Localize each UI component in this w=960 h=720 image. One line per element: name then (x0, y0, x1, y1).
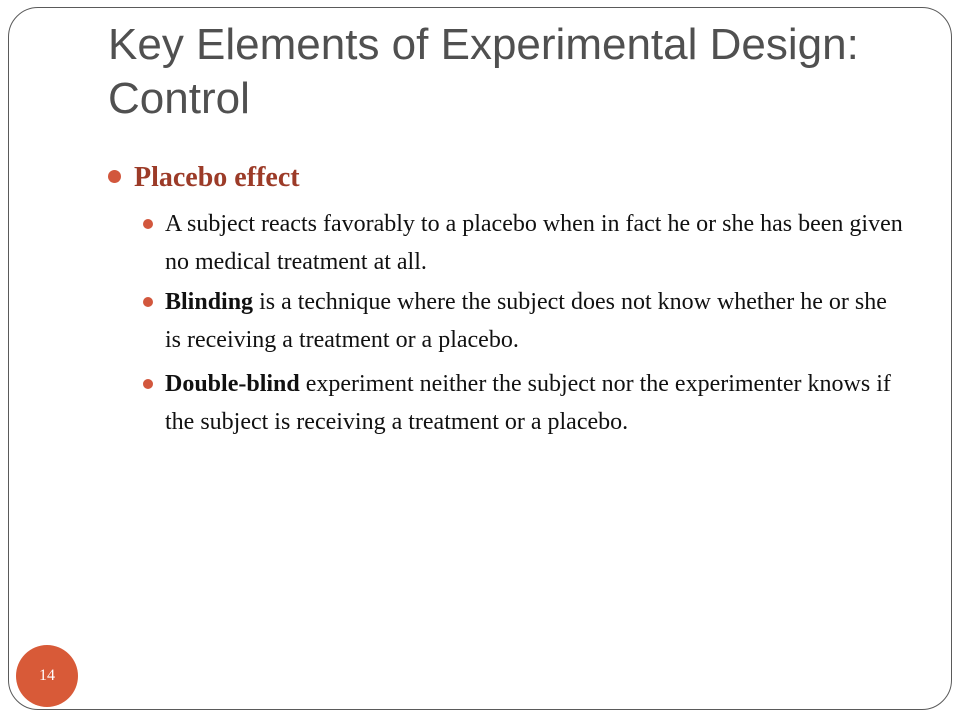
bullet-text: experiment neither the subject nor the experimenter knows if the subject is receiving a treatment or a placebo. (165, 371, 891, 435)
slide-title: Key Elements of Experimental Design: Control (108, 20, 859, 123)
bullet-icon (143, 297, 153, 307)
heading-placebo-effect: Placebo effect (134, 162, 300, 193)
bullet-icon (143, 379, 153, 389)
bullet-icon (143, 219, 153, 229)
bullet-text: A subject reacts favorably to a placebo when in fact he or she has been given no medical treatment at all. (165, 211, 903, 275)
bullet-blinding (165, 283, 905, 359)
page-number-badge: 14 (16, 645, 78, 707)
bullet-placebo-definition (165, 205, 905, 281)
bullet-icon (108, 170, 121, 183)
bullet-text: is a technique where the subject does not know whether he or she is receiving a treatment or a placebo. (165, 289, 887, 353)
bullet-bold-term: Double-blind (165, 371, 300, 397)
bullet-bold-term: Blinding (165, 289, 254, 315)
bullet-double-blind (165, 365, 905, 441)
